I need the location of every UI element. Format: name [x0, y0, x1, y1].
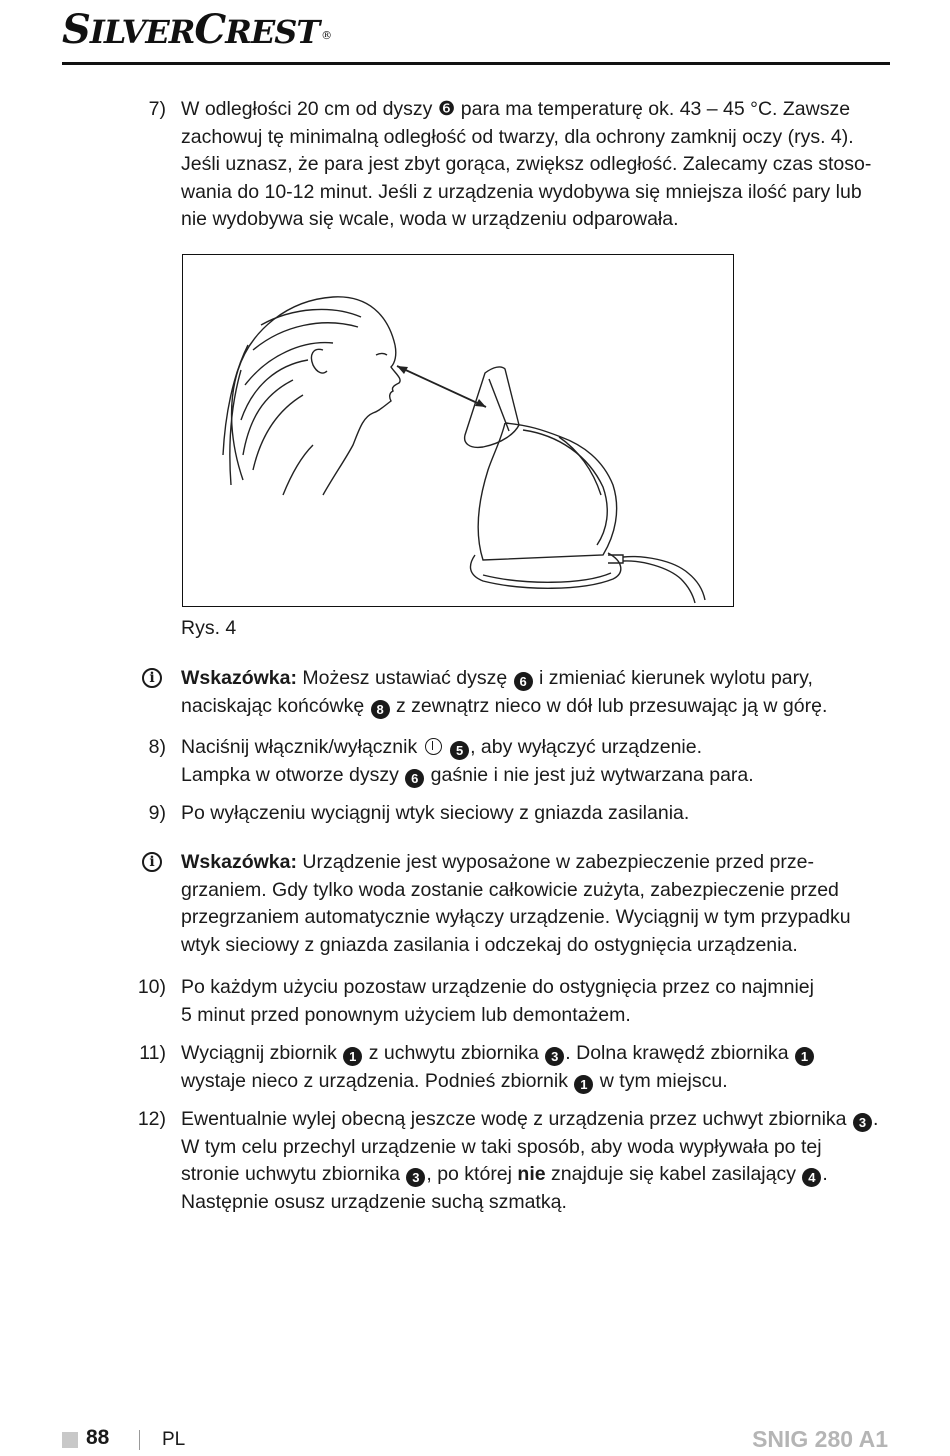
step-10-text: Po każdym użyciu pozostaw urządzenie do ostygnięcia przez co najmniej: [181, 976, 814, 998]
part-number-badge: 6: [405, 769, 424, 788]
step-12-text: .: [822, 1163, 828, 1185]
tip-1-text: i zmieniać kierunek wylotu pary,: [533, 667, 813, 689]
tip-1: [128, 665, 888, 720]
step-12-text: Ewentualnie wylej obecną jeszcze wodę z urządzenia przez uchwyt zbiornika: [181, 1108, 852, 1130]
step-number: 10): [137, 976, 166, 998]
page-number: 88: [86, 1426, 110, 1449]
step-10-text: 5 minut przed ponownym użyciem lub demontażem.: [181, 1003, 631, 1026]
step-number: 12): [137, 1108, 166, 1130]
language-code: PL: [162, 1429, 186, 1450]
step-7: [128, 96, 888, 234]
step-12-text: , po której: [426, 1163, 518, 1185]
step-7-line: zachowuj tę minimalną odległość od twarzy, dla ochrony zamknij oczy (rys. 4).: [181, 125, 854, 148]
step-12-text: .: [872, 1108, 879, 1130]
part-number-badge: 1: [574, 1075, 593, 1094]
step-8-text: Naciśnij włącznik/wyłącznik: [181, 736, 423, 758]
step-number: 8): [148, 736, 166, 758]
part-number-badge: 6: [514, 672, 533, 691]
step-12-text: W tym celu przechyl urządzenie w taki sposób, aby woda wypływała po tej: [181, 1135, 822, 1158]
tip-label: Wskazówka:: [181, 667, 297, 689]
figure-4-illustration: [182, 254, 734, 607]
tip-2-text: przegrzaniem automatycznie wyłączy urządzenie. Wyciągnij w tym przypadku: [181, 906, 851, 928]
step-number: 9): [148, 802, 166, 824]
model-number: SNIG 280 A1: [752, 1426, 888, 1452]
step-11-text: . Dolna krawędź zbiornika: [565, 1042, 794, 1064]
info-icon: i: [142, 668, 162, 688]
step-11-text: Wyciągnij zbiornik: [181, 1042, 343, 1064]
part-number-badge: 5: [450, 741, 469, 760]
tip-2-text: Urządzenie jest wyposażone w zabezpieczenie przed prze-: [296, 851, 814, 873]
tip-1-text: Możesz ustawiać dyszę: [296, 667, 513, 689]
part-number-badge: 4: [802, 1168, 821, 1187]
step-11-text: wystaje nieco z urządzenia. Podnieś zbiornik: [181, 1069, 574, 1092]
step-7-line: W odległości 20 cm od dyszy ❻ para ma temperaturę ok. 43 – 45 °C. Zawsze: [181, 98, 851, 120]
part-number-badge: 1: [795, 1047, 814, 1066]
figure-caption: Rys. 4: [181, 617, 237, 639]
step-8-text: Lampka w otworze dyszy: [181, 763, 405, 786]
tip-2-text: wtyk sieciowy z gniazda zasilania i odczekaj do ostygnięcia urządzenia.: [181, 933, 798, 956]
step-7-line: nie wydobywa się wcale, woda w urządzeniu odparowała.: [181, 208, 679, 230]
tip-1-text: z zewnątrz nieco w dół lub przesuwając ją w górę.: [390, 694, 828, 717]
step-9: [128, 800, 888, 828]
step-11-text: w tym miejscu.: [594, 1069, 728, 1092]
part-number-badge: 3: [853, 1113, 872, 1132]
part-number-badge: 3: [406, 1168, 425, 1187]
tip-2-text: grzaniem. Gdy tylko woda zostanie całkowicie zużyta, zabezpieczenie przed: [181, 878, 839, 901]
part-number-badge: 1: [343, 1047, 362, 1066]
tip-1-text: naciskając końcówkę: [181, 694, 370, 717]
emphasis-word: nie: [517, 1163, 546, 1185]
step-8-text: gaśnie i nie jest już wytwarzana para.: [425, 763, 754, 786]
step-number: 7): [148, 98, 166, 120]
step-12: [128, 1106, 888, 1216]
part-number-badge: 8: [371, 700, 390, 719]
step-number: 11): [139, 1042, 166, 1064]
info-icon: i: [142, 852, 162, 872]
tip-label: Wskazówka:: [181, 851, 297, 873]
step-12-text: znajduje się kabel zasilający: [545, 1163, 802, 1185]
step-7-line: wania do 10-12 minut. Jeśli z urządzenia wydobywa się mniejsza ilość pary lub: [181, 180, 862, 203]
step-10: [128, 974, 888, 1029]
part-number-badge: 3: [545, 1047, 564, 1066]
step-12-text: stronie uchwytu zbiornika: [181, 1163, 406, 1185]
tip-2: [128, 849, 888, 959]
step-7-line: Jeśli uznasz, że para jest zbyt gorąca, zwiększ odległość. Zalecamy czas stoso-: [181, 153, 872, 175]
step-8: [128, 734, 888, 789]
step-12-text: Następnie osusz urządzenie suchą szmatką.: [181, 1190, 567, 1213]
step-11-text: z uchwytu zbiornika: [363, 1042, 545, 1064]
footer-square-marker: [62, 1432, 78, 1448]
step-8-text: , aby wyłączyć urządzenie.: [470, 736, 703, 758]
header-rule: [62, 62, 890, 65]
power-icon: [425, 738, 442, 755]
step-11: [128, 1040, 888, 1095]
brand-logo: SILVERCREST ®: [62, 6, 332, 53]
footer-separator: [139, 1430, 140, 1450]
step-9-text: Po wyłączeniu wyciągnij wtyk sieciowy z gniazda zasilania.: [181, 802, 690, 824]
